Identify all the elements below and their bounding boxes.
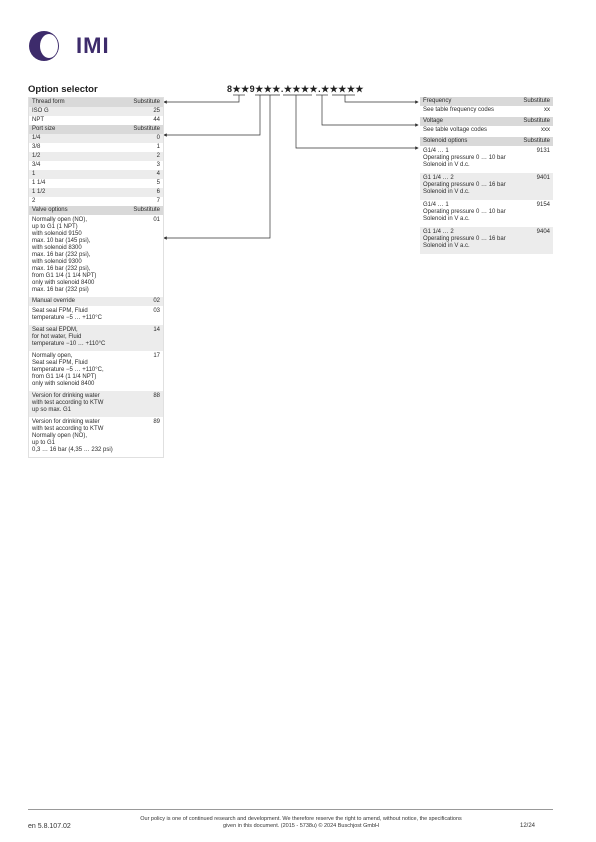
section-header-frequency-value: Substitute xyxy=(523,98,550,104)
thread_form-row-value: 25 xyxy=(153,108,160,114)
thread_form-row-label: ISO G xyxy=(32,108,49,114)
port_size-row xyxy=(29,134,163,143)
port_size-row-label: 3/8 xyxy=(32,144,41,150)
port_size-row-value: 5 xyxy=(156,180,160,186)
valve_options-row xyxy=(29,215,163,297)
solenoid-row-value: 9401 xyxy=(536,175,550,181)
valve_options-row-value: 01 xyxy=(153,217,160,223)
section-header-voltage xyxy=(420,117,553,126)
valve_options-row xyxy=(29,351,163,391)
port_size-row-value: 2 xyxy=(156,153,160,159)
section-header-valve_options-value: Substitute xyxy=(133,207,160,213)
solenoid-row xyxy=(420,173,553,200)
section-header-port_size-value: Substitute xyxy=(133,126,160,132)
valve_options-row xyxy=(29,306,163,325)
solenoid-row xyxy=(420,146,553,173)
solenoid-row-label: G1 1/4 … 2 Operating pressure 0 … 16 bar Solenoid in V d.c. xyxy=(423,175,506,195)
section-header-thread_form xyxy=(29,98,163,107)
solenoid-row xyxy=(420,200,553,227)
port_size-row-label: 1/4 xyxy=(32,135,41,141)
section-header-voltage-value: Substitute xyxy=(523,118,550,124)
section-header-port_size xyxy=(29,125,163,134)
section-header-frequency xyxy=(420,97,553,106)
page-title: Option selector xyxy=(28,84,98,95)
thread_form-row-label: NPT xyxy=(32,117,44,123)
port_size-row-value: 0 xyxy=(156,135,160,141)
port_size-row xyxy=(29,143,163,152)
solenoid-row-label: G1/4 … 1 Operating pressure 0 … 10 bar Solenoid in V a.c. xyxy=(423,202,506,222)
valve_options-row-value: 14 xyxy=(153,327,160,333)
right-option-table xyxy=(420,97,553,254)
port_size-row-label: 1 xyxy=(32,171,36,177)
port_size-row xyxy=(29,152,163,161)
solenoid-row-value: 9154 xyxy=(536,202,550,208)
left-option-table xyxy=(28,97,164,458)
solenoid-row-value: 9404 xyxy=(536,229,550,235)
valve_options-row-label: Normally open (NO), up to G1 (1 NPT) with solenoid 9150 max. 10 bar (145 psi), with solenoid 8300 max. 16 bar (232 psi), with solenoid 9300 max. 16 bar (232 psi), from G1 1/4 (1 1/4 NPT) only with solenoid 8400 max. 16 bar (232 psi) xyxy=(32,217,97,293)
solenoid-row-label: G1 1/4 … 2 Operating pressure 0 … 16 bar Solenoid in V a.c. xyxy=(423,229,506,249)
port_size-row xyxy=(29,188,163,197)
port_size-row-value: 3 xyxy=(156,162,160,168)
section-header-frequency-label: Frequency xyxy=(423,98,452,104)
valve_options-row xyxy=(29,325,163,351)
valve_options-row-label: Seat seal EPDM, for hot water, Fluid temperature −10 … +110°C xyxy=(32,327,106,347)
section-header-valve_options xyxy=(29,206,163,215)
valve_options-row-label: Version for drinking water with test according to KTW up so max. G1 xyxy=(32,393,104,413)
valve_options-row-label: Version for drinking water with test according to KTW Normally open (NO), up to G1 0,3 … 16 bar (4,35 … 232 psi) xyxy=(32,419,113,453)
port_size-row-label: 1 1/2 xyxy=(32,189,46,195)
solenoid-row-value: 9131 xyxy=(536,148,550,154)
valve_options-row-value: 03 xyxy=(153,308,160,314)
voltage-row-value: xxx xyxy=(541,127,550,133)
section-header-voltage-label: Voltage xyxy=(423,118,444,124)
section-header-solenoid xyxy=(420,137,553,146)
port_size-row-value: 4 xyxy=(156,171,160,177)
port_size-row-label: 2 xyxy=(32,198,36,204)
frequency-row-value: xx xyxy=(544,107,550,113)
valve_options-row xyxy=(29,297,163,306)
port_size-row-label: 1 1/4 xyxy=(32,180,46,186)
footer-doc-id: en 5.8.107.02 xyxy=(28,823,71,830)
section-header-valve_options-label: Valve options xyxy=(32,207,68,213)
port_size-row xyxy=(29,170,163,179)
port_size-row xyxy=(29,161,163,170)
valve_options-row xyxy=(29,417,163,457)
port_size-row-value: 7 xyxy=(156,198,160,204)
thread_form-row xyxy=(29,107,163,116)
port_size-row-value: 6 xyxy=(156,189,160,195)
brand-name: IMI xyxy=(76,33,110,58)
footer-page-number: 12/24 xyxy=(520,823,536,829)
frequency-row xyxy=(420,106,553,115)
valve_options-row-value: 17 xyxy=(153,353,160,359)
order-code: 8★★9★★★.★★★★.★★★★★ xyxy=(227,84,364,94)
port_size-row-value: 1 xyxy=(156,144,160,150)
valve_options-row-label: Seat seal FPM, Fluid temperature −5 … +110°C xyxy=(32,308,102,321)
port_size-row xyxy=(29,197,163,206)
port_size-row xyxy=(29,179,163,188)
section-header-solenoid-value: Substitute xyxy=(523,138,550,144)
solenoid-row xyxy=(420,227,553,254)
section-header-port_size-label: Port size xyxy=(32,126,56,132)
thread_form-row xyxy=(29,116,163,125)
valve_options-row-value: 89 xyxy=(153,419,160,425)
footer-notice: Our policy is one of continued research and development. We therefore reserve the right to amend, without notice, the specifications given in this document. (2015 - 5738u) © 2024 Buschjost GmbH xyxy=(140,816,462,829)
valve_options-row-label: Normally open, Seat seal FPM, Fluid temperature −5 … +110°C, from G1 1/4 (1 1/4 NPT) only with solenoid 8400 xyxy=(32,353,104,387)
thread_form-row-value: 44 xyxy=(153,117,160,123)
section-header-thread_form-label: Thread form xyxy=(32,99,65,105)
voltage-row-label: See table voltage codes xyxy=(423,127,488,133)
voltage-row xyxy=(420,126,553,135)
solenoid-row-label: G1/4 … 1 Operating pressure 0 … 10 bar Solenoid in V d.c. xyxy=(423,148,506,168)
section-header-thread_form-value: Substitute xyxy=(133,99,160,105)
valve_options-row xyxy=(29,391,163,417)
valve_options-row-value: 88 xyxy=(153,393,160,399)
frequency-row-label: See table frequency codes xyxy=(423,107,495,113)
section-header-solenoid-label: Solenoid options xyxy=(423,138,468,144)
port_size-row-label: 3/4 xyxy=(32,162,41,168)
footer-divider xyxy=(28,809,553,810)
valve_options-row-label: Manual override xyxy=(32,298,76,304)
valve_options-row-value: 02 xyxy=(153,298,160,304)
port_size-row-label: 1/2 xyxy=(32,153,41,159)
